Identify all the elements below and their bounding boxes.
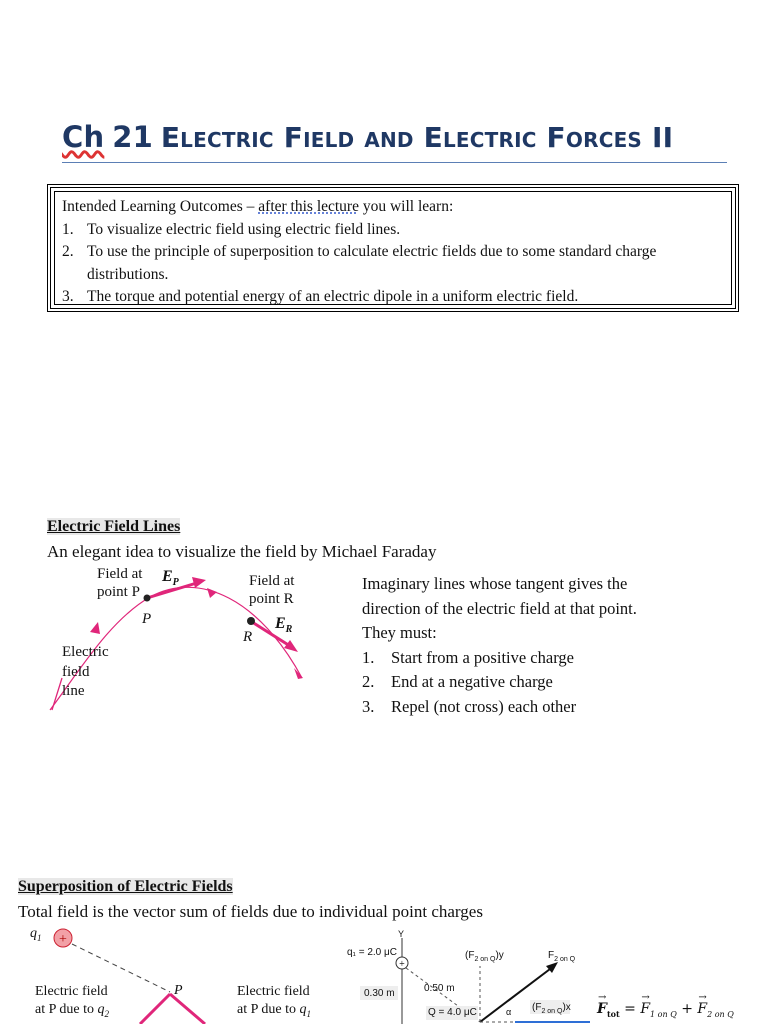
heading-text: Electric Field Lines	[47, 518, 181, 535]
label-field-due-q2	[35, 983, 109, 1023]
f2-letter: F	[697, 1001, 708, 1017]
label-f2-letter: F	[548, 950, 555, 961]
field-line-arrowhead	[90, 622, 100, 634]
label-field-at-p-line1: Field at	[97, 566, 143, 582]
outcome-number: 3.	[62, 288, 74, 305]
field-line-arrowhead	[294, 668, 303, 679]
label-field-at-p	[97, 565, 142, 601]
rule-text: End at a negative charge	[391, 672, 553, 692]
label-field-due-q1	[237, 983, 311, 1023]
label-electric-field-line	[62, 643, 109, 702]
outcome-text: To use the principle of superposition to calculate electric fields due to some standard charge distributions.	[87, 243, 657, 283]
label-ep-sub: P	[172, 577, 179, 589]
f-tot-sub: tot	[606, 1008, 620, 1019]
label-q1-value: q₁ = 2.0 μC	[347, 947, 397, 958]
label-f2-y-sub: 2 on Q	[474, 956, 496, 963]
title-text: Electric Field and Electric Forces II	[160, 121, 674, 154]
label-field-at-r-line1: Field at	[249, 573, 295, 589]
desc-line: They must:	[362, 623, 437, 643]
outcome-item	[62, 241, 727, 286]
label-q: q	[97, 1002, 105, 1017]
field-line-arrowhead	[207, 588, 217, 598]
f-1-on-q	[640, 992, 677, 1019]
label-f2-x-sub: 2 on Q	[541, 1008, 563, 1015]
rule-item	[362, 695, 722, 720]
outcome-number: 1.	[62, 220, 74, 238]
label-point-p: point P	[97, 584, 140, 600]
label-at-p-due-to: at P due to	[35, 1002, 98, 1017]
field-vector-q2	[140, 994, 170, 1024]
f1-sub: 1 on Q	[650, 1009, 677, 1019]
label-050m: 0.50 m	[424, 983, 455, 994]
label-q1	[30, 926, 42, 943]
label-f2-x	[532, 1002, 571, 1015]
f-letter: F	[597, 1001, 607, 1017]
vector-ep-arrowhead	[192, 577, 206, 588]
point-p-dot	[144, 595, 151, 602]
label-electric: Electric	[62, 644, 109, 660]
label-q: q	[299, 1002, 307, 1017]
label-f2-y-close: )y	[495, 950, 504, 961]
plus-sign: +	[676, 1001, 698, 1017]
label-er-letter: E	[275, 615, 286, 632]
vector-arrow-icon: →	[698, 992, 707, 1003]
label-f2	[548, 950, 575, 963]
label-field: field	[62, 663, 90, 680]
label-field-due-q1-line1: Electric field	[237, 984, 310, 999]
title-underline	[62, 162, 727, 163]
point-r-dot	[247, 617, 255, 625]
outcome-item	[62, 286, 727, 309]
label-ep	[162, 568, 179, 588]
outcomes-intro-post: you will learn:	[358, 198, 454, 215]
label-f2-sub: 2 on Q	[554, 956, 576, 963]
rule-item	[362, 670, 722, 695]
outcome-item	[62, 219, 727, 242]
label-q1-sub: 1	[37, 932, 42, 943]
learning-outcomes	[62, 196, 727, 309]
desc-line: Imaginary lines whose tangent gives the	[362, 574, 628, 593]
f1-letter: F	[640, 1001, 651, 1017]
label-q-value: Q = 4.0 μC	[428, 1007, 477, 1018]
field-lines-subtitle: An elegant idea to visualize the field by Michael Faraday	[47, 542, 437, 561]
equals-sign: =	[619, 1001, 641, 1017]
page-title	[62, 120, 673, 154]
heading-text: Superposition of Electric Fields	[18, 878, 233, 895]
label-line: line	[62, 683, 85, 699]
field-line-marker	[52, 678, 62, 710]
label-q1-letter: q	[30, 926, 37, 941]
section-heading-superposition	[18, 878, 233, 896]
rule-number: 2.	[362, 672, 375, 692]
label-field-at-r	[249, 572, 294, 608]
section-heading-field-lines	[47, 518, 180, 536]
rule-text: Repel (not cross) each other	[391, 696, 577, 716]
label-ep-letter: E	[162, 568, 173, 585]
label-f2-y-open: (F	[465, 950, 475, 961]
outcomes-intro	[62, 196, 727, 219]
label-f2-x-open: (F	[532, 1002, 542, 1013]
label-r: R	[243, 629, 253, 645]
label-at-p-due-to: at P due to	[237, 1002, 300, 1017]
rule-number: 3.	[362, 696, 375, 716]
outcomes-intro-pre: Intended Learning Outcomes –	[62, 198, 259, 215]
rule-text: Start from a positive charge	[391, 647, 574, 667]
outcomes-intro-underlined: after this lecture	[258, 198, 359, 215]
label-field-due-q1-line2	[237, 1001, 311, 1023]
outcome-text: The torque and potential energy of an electric dipole in a uniform electric field.	[87, 288, 579, 305]
outcome-number: 2.	[62, 243, 74, 260]
label-er-sub: R	[285, 624, 293, 636]
label-p-sup: P	[174, 983, 183, 998]
label-field-due-q2-line2	[35, 1001, 109, 1023]
label-030m: 0.30 m	[364, 988, 395, 999]
title-number: 21	[112, 120, 153, 154]
rule-number: 1.	[362, 647, 375, 667]
label-f2-x-close: )x	[562, 1002, 571, 1013]
label-field-at-p-line2	[97, 583, 142, 601]
label-er	[275, 615, 292, 635]
label-f2-y	[465, 950, 504, 963]
f2-sub: 2 on Q	[707, 1009, 734, 1019]
plus-icon: +	[399, 959, 405, 970]
label-y: Y	[398, 929, 405, 939]
vector-arrow-icon: →	[641, 992, 650, 1003]
label-point-r: point R	[249, 591, 294, 607]
plus-icon: +	[59, 932, 67, 947]
rule-item	[362, 646, 722, 671]
title-ch: Ch	[62, 120, 105, 154]
f-tot	[597, 992, 620, 1019]
label-q-sub: 2	[104, 1008, 109, 1019]
field-lines-description	[362, 572, 722, 720]
f-2-on-q	[697, 992, 734, 1019]
total-force-formula	[597, 992, 734, 1019]
label-alpha: α	[506, 1007, 512, 1017]
label-q-sub: 1	[306, 1008, 311, 1019]
label-field-due-q2-line1: Electric field	[35, 984, 108, 999]
outcome-text: To visualize electric field using electric field lines.	[87, 220, 401, 238]
vector-arrow-icon: →	[598, 992, 607, 1003]
label-p: P	[142, 611, 152, 627]
superposition-subtitle: Total field is the vector sum of fields due to individual point charges	[18, 902, 483, 921]
desc-line: direction of the electric field at that point.	[362, 598, 637, 618]
